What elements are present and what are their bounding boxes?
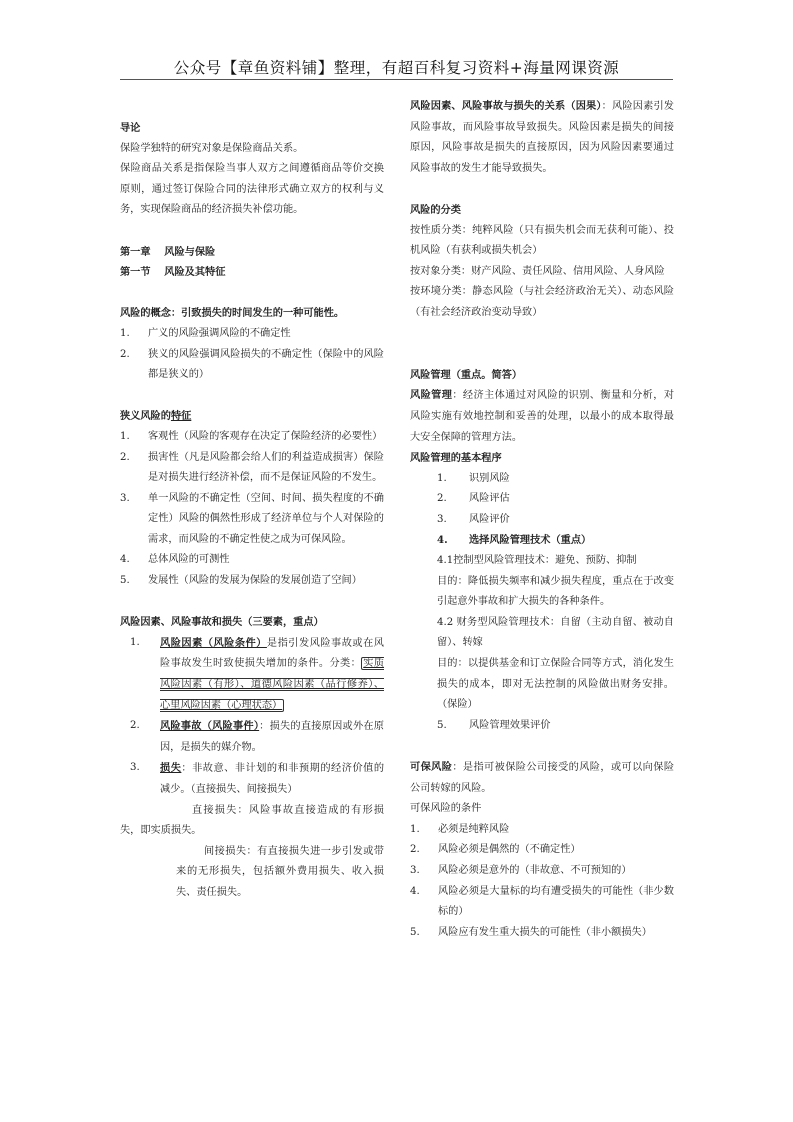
technique-control: 4.1控制型风险管理技术：避免、预防、抑制 [437, 555, 637, 567]
list-text [160, 633, 384, 716]
classification-line: 按性质分类：纯粹风险（只有损失机会而无获利可能）、投机风险（有获利或损失机会） [410, 224, 674, 257]
list-number: 2. [120, 451, 130, 463]
list-text: 风险评价 [469, 513, 510, 525]
list-number: 3. [437, 513, 447, 525]
list-item [410, 882, 674, 923]
list-text [160, 716, 384, 758]
list-text: 客观性（风险的客观存在决定了保险经济的必要性） [148, 430, 383, 442]
list-item [410, 489, 674, 510]
list-text: 风险管理效果评价 [469, 719, 551, 731]
term: 风险管理 [410, 389, 453, 402]
list-text: 总体风险的可测性 [148, 554, 230, 566]
conditions-title: 可保风险的条件 [410, 803, 482, 815]
section-title: 第一节 风险及其特征 [120, 266, 226, 279]
list-number: 2. [410, 844, 420, 856]
classification-line: 按对象分类：财产风险、责任风险、信用风险、人身风险 [410, 265, 665, 277]
list-text: 发展性（风险的发展为保险的发展创造了空间） [148, 575, 362, 587]
features-title-underlined: 特征 [170, 410, 192, 423]
term: 风险事故（风险事件） [160, 720, 260, 733]
list-item [120, 571, 384, 592]
list-text: 风险必须是意外的（非故意、不可预知的） [438, 864, 632, 876]
insurable-risk-definition [410, 757, 674, 799]
intro-paragraph-2: 保险商品关系是指保险当事人双方之间遵循商品等价交换原则，通过签订保险合同的法律形式确立双方的权利与义务，实现保险商品的经济损失补偿功能。 [120, 163, 384, 216]
term: 可保风险 [410, 761, 453, 773]
list-item [410, 923, 674, 944]
definition: ：是指可被保险公司接受的风险，或可以向保险公司转嫁的风险。 [410, 762, 675, 794]
list-number: 4. [120, 554, 130, 566]
list-item [120, 324, 384, 345]
list-number: 1. [437, 472, 447, 484]
term: 风险因素（风险条件） [160, 636, 267, 649]
list-item [410, 820, 674, 841]
technique-finance: 4.2 财务型风险管理技术：自留（主动自留、被动自留）、转嫁 [437, 616, 674, 649]
list-number: 2. [120, 348, 130, 360]
definition: ：非故意、非计划的和非预期的经济价值的减少。（直接损失、间接损失） [160, 763, 385, 795]
list-item [120, 716, 384, 758]
indirect-loss-text: 间接损失：有直接损失进一步引发或带来的无形损失，包括额外费用损失、收入损失、责任损失。 [176, 845, 384, 898]
relation-paragraph [410, 96, 674, 179]
list-text: 选择风险管理技术（重点） [469, 534, 592, 547]
list-item [410, 840, 674, 861]
list-item [120, 489, 384, 551]
list-item [410, 530, 674, 551]
technique-finance-goal: 目的：以提供基金和订立保险合同等方式，消化发生损失的成本，即对无法控制的风险做出财务安排。（保险） [437, 658, 674, 711]
list-number: 1. [410, 823, 420, 835]
list-number: 5. [120, 575, 130, 587]
list-text: 单一风险的不确定性（空间、时间、损失程度的不确定性）风险的偶然性形成了经济单位与个人对保险的需求，而风险的不确定性使之成为可保风险。 [148, 492, 384, 545]
three-elements-title: 风险因素、风险事故和损失（三要素，重点） [120, 616, 324, 629]
list-number: 2. [437, 493, 447, 505]
direct-loss-text: 直接损失：风险事故直接造成的有形损失，即实质损失。 [120, 804, 384, 837]
classification-title: 风险的分类 [410, 203, 461, 216]
list-item [120, 345, 384, 386]
list-text: 风险应有发生重大损失的可能性（非小额损失） [438, 926, 652, 938]
list-text: 识别风险 [469, 472, 510, 484]
list-text: 狭义的风险强调风险损失的不确定性（保险中的风险都是狭义的） [148, 348, 384, 381]
technique-control-goal: 目的：降低损失频率和减少损失程度，重点在于改变引起意外事故和扩大损失的各种条件。 [437, 575, 674, 608]
right-column [410, 96, 674, 943]
procedure-title: 风险管理的基本程序 [410, 452, 502, 465]
left-column [120, 118, 384, 904]
list-item [120, 427, 384, 448]
list-item [410, 510, 674, 531]
list-text: 必须是纯粹风险 [438, 823, 510, 835]
list-number: 3. [120, 492, 130, 504]
relation-title: 风险因素、风险事故与损失的关系（因果） [410, 100, 602, 112]
intro-title: 导论 [120, 122, 141, 134]
classification-line: 按环境分类：静态风险（与社会经济政治无关）、动态风险（有社会经济政治变动导致） [410, 286, 674, 318]
list-number: 4. [437, 534, 448, 547]
list-number: 2. [130, 720, 140, 732]
list-number: 3. [410, 864, 420, 876]
list-item [120, 550, 384, 571]
list-item [410, 861, 674, 882]
list-number: 1. [120, 327, 130, 339]
list-text: 广义的风险强调风险的不确定性 [148, 327, 291, 339]
page-header: 公众号【章鱼资料铺】整理，有超百科复习资料+海量网课资源 [173, 59, 620, 77]
chapter-title: 第一章 风险与保险 [120, 245, 216, 258]
features-title [120, 406, 384, 427]
list-text: 损害性（凡是风险都会给人们的利益造成损害）保险是对损失进行经济补偿，而不是保证风险的不发生。 [148, 451, 384, 484]
header-rule [120, 79, 673, 80]
risk-management-title: 风险管理（重点。简答） [410, 368, 523, 381]
list-item [120, 758, 384, 800]
list-text: 风险必须是大量标的均有遭受损失的可能性（非少数标的） [438, 885, 674, 918]
list-item [120, 633, 384, 716]
list-number: 1. [120, 430, 130, 442]
list-text: 风险必须是偶然的（不确定性） [438, 844, 581, 856]
list-number: 4. [410, 885, 420, 897]
risk-management-definition [410, 385, 674, 448]
features-title-prefix: 狭义风险的 [120, 410, 171, 423]
list-number: 3. [130, 762, 140, 774]
term: 损失 [160, 762, 182, 775]
list-number: 5. [410, 926, 420, 938]
list-item [120, 448, 384, 489]
definition: ：损失的直接原因或外在原因，是损失的媒介物。 [160, 721, 384, 753]
intro-paragraph-1: 保险学独特的研究对象是保险商品关系。 [120, 142, 304, 154]
definition: 是指引发风险事故或在风险事故发生时致使损失增加的条件。分类： [160, 637, 384, 670]
list-number: 1. [130, 636, 140, 648]
list-number: 5. [437, 719, 447, 731]
list-item [410, 469, 674, 490]
list-text: 风险评估 [469, 493, 510, 505]
list-item [410, 716, 674, 737]
relation-text: ：风险因素引发风险事故，而风险事故导致损失。风险因素是损失的间接原因，风险事故是损失的直接原因，因为风险因素要通过风险事故的发生才能导致损失。 [410, 101, 674, 174]
boxed-classification: 实质风险因素（有形）、道德风险因素（品行修养）、心里风险因素（心理状态） [160, 658, 385, 711]
definition: ：经济主体通过对风险的识别、衡量和分析，对风险实施有效地控制和妥善的处理，以最小的成本取得最大安全保障的管理方法。 [410, 390, 675, 443]
risk-concept-title: 风险的概念：引致损失的时间发生的一种可能性。 [120, 307, 345, 320]
list-text [160, 758, 384, 800]
